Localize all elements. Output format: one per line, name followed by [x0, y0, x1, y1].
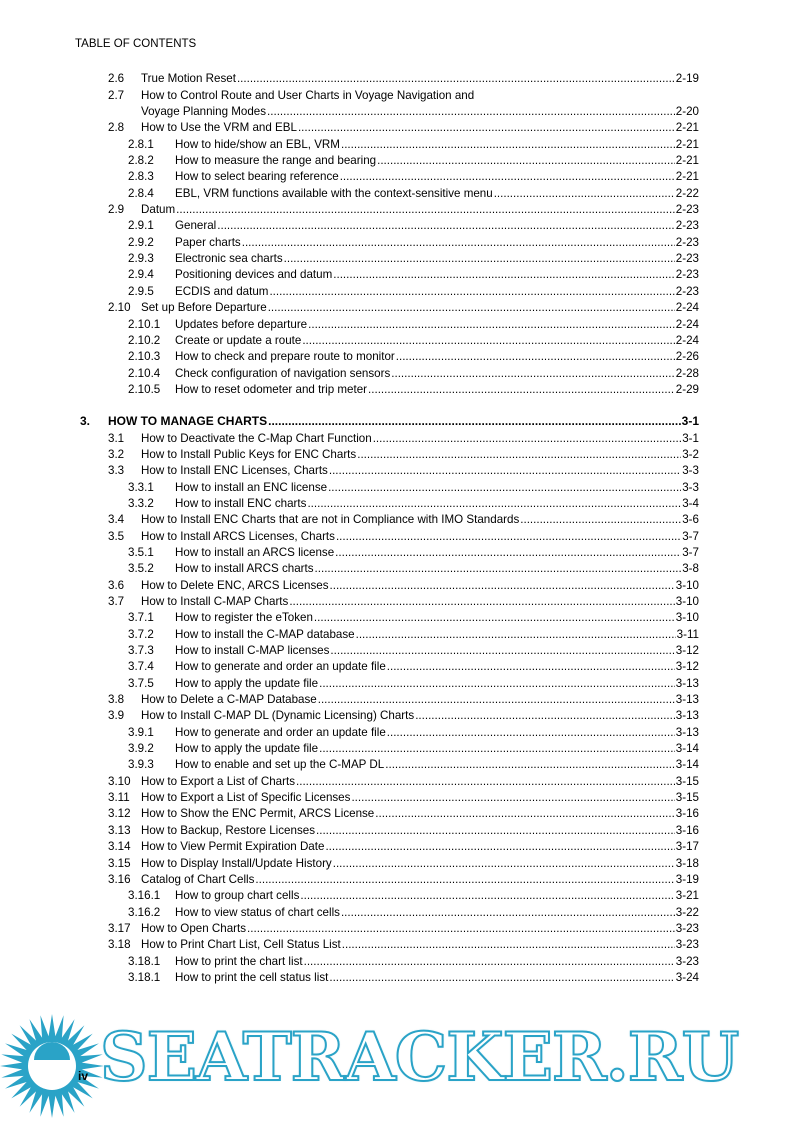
toc-leader-dots	[342, 938, 675, 951]
toc-leader-dots	[298, 121, 675, 134]
toc-entry-title: How to generate and order an update file	[175, 660, 386, 674]
toc-leader-dots	[520, 513, 681, 526]
toc-entry-page: 2-21	[675, 121, 699, 135]
toc-entry[interactable]	[80, 968, 699, 984]
toc-entry-number: 3.14	[108, 840, 131, 854]
toc-entry[interactable]	[80, 870, 699, 886]
toc-entry-number: 3.7.5	[128, 676, 154, 690]
toc-leader-dots	[255, 873, 674, 886]
toc-entry-number: 3.9	[108, 709, 125, 723]
toc-entry-title: How to generate and order an update file	[175, 725, 386, 739]
toc-leader-dots	[176, 203, 675, 216]
toc-entry-title: How to Use the VRM and EBL	[141, 121, 297, 135]
toc-entry[interactable]	[80, 249, 699, 265]
toc-entry-number: 2.10.5	[128, 382, 161, 396]
toc-leader-dots	[308, 318, 675, 331]
toc-entry-title: How to Export a List of Charts	[141, 774, 296, 788]
toc-leader-dots	[319, 742, 675, 755]
toc-entry-number: 2.8.4	[128, 186, 154, 200]
toc-entry-page: 3-14	[675, 758, 699, 772]
toc-entry-title: How to apply the update file	[175, 676, 319, 690]
toc-leader-dots	[341, 138, 675, 151]
toc-entry-number: 3.12	[108, 807, 131, 821]
toc-entry-page: 2-24	[675, 333, 699, 347]
toc-entry-number: 3.7.3	[128, 644, 154, 658]
toc-entry[interactable]	[80, 624, 699, 640]
toc-leader-dots	[315, 562, 682, 575]
toc-leader-dots	[340, 170, 675, 183]
toc-entry-page: 3-3	[682, 480, 699, 494]
toc-entry-title: How to Print Chart List, Cell Status List	[141, 938, 341, 952]
toc-entry[interactable]	[80, 134, 699, 150]
toc-entry-title: HOW TO MANAGE CHARTS	[108, 414, 268, 429]
toc-leader-dots	[385, 758, 675, 771]
toc-entry-title: How to install an ENC license	[175, 480, 328, 494]
toc-entry-number: 3.17	[108, 921, 131, 935]
toc-entry-page: 3-10	[675, 578, 699, 592]
toc-entry[interactable]	[80, 151, 699, 167]
toc-leader-dots	[357, 448, 681, 461]
toc-leader-dots	[494, 187, 675, 200]
toc-leader-dots	[304, 955, 675, 968]
toc-entry-title: How to enable and set up the C-MAP DL	[175, 758, 385, 772]
toc-entry-number: 3.16.2	[128, 905, 161, 919]
toc-entry-title: How to register the eToken	[175, 611, 313, 625]
toc-entry-page: 3-19	[675, 872, 699, 886]
toc-leader-dots	[396, 350, 675, 363]
toc-entry-title: How to install ENC charts	[175, 496, 307, 510]
toc-entry-title: How to Install C-MAP Charts	[141, 595, 289, 608]
toc-entry-title: How to group chart cells	[175, 889, 300, 903]
toc-entry-title: How to apply the update file	[175, 742, 319, 756]
toc-entry-page: 3-22	[675, 905, 699, 919]
toc-entry-page: 2-24	[675, 317, 699, 331]
toc-entry-number: 3.5.1	[128, 545, 154, 559]
toc-entry-number: 3.13	[108, 823, 131, 837]
toc-leader-dots	[268, 415, 681, 428]
toc-leader-dots	[375, 807, 675, 820]
toc-entry-title: Set up Before Departure	[141, 301, 267, 315]
toc-leader-dots	[330, 579, 675, 592]
toc-leader-dots	[391, 367, 675, 380]
toc-entry-title: How to Delete ENC, ARCS Licenses	[141, 578, 329, 592]
toc-entry-number: 2.9.5	[128, 284, 154, 298]
toc-leader-dots	[415, 709, 675, 722]
toc-entry-title: How to Install Public Keys for ENC Charts	[141, 447, 357, 461]
toc-leader-dots	[314, 611, 675, 624]
toc-entry[interactable]	[80, 739, 699, 755]
toc-entry[interactable]	[80, 641, 699, 657]
toc-entry-title: How to Install ENC Charts that are not in Compliance with IMO Standards	[141, 513, 520, 527]
toc-entry[interactable]	[80, 314, 699, 330]
toc-entry-page: 3-21	[675, 889, 699, 903]
toc-leader-dots	[247, 922, 675, 935]
toc-entry[interactable]	[80, 102, 699, 118]
toc-leader-dots	[296, 775, 675, 788]
toc-entry[interactable]	[80, 331, 699, 347]
toc-entry[interactable]	[80, 461, 699, 477]
toc-entry-number: 3.5	[108, 529, 125, 543]
toc-entry-title: Positioning devices and datum	[175, 268, 333, 282]
toc-entry-page: 3-12	[675, 660, 699, 674]
toc-leader-dots	[319, 677, 675, 690]
toc-entry-number: 2.8	[108, 121, 125, 135]
toc-entry-number: 3.5.2	[128, 562, 154, 576]
toc-entry-title: How to Backup, Restore Licenses	[141, 823, 315, 837]
toc-entry-page: 3-1	[681, 414, 699, 429]
toc-entry-page: 2-29	[675, 382, 699, 396]
page-number: iv	[78, 1069, 89, 1083]
toc-entry-title: How to reset odometer and trip meter	[175, 382, 368, 396]
toc-entry-number: 2.10.2	[128, 333, 161, 347]
toc-entry-page: 2-28	[675, 366, 699, 380]
toc-entry-title: How to check and prepare route to monitor	[175, 350, 395, 364]
toc-entry-title: True Motion Reset	[141, 72, 236, 86]
toc-entry[interactable]	[80, 510, 699, 526]
toc-entry-page: 3-23	[675, 954, 699, 968]
toc-entry-title: Paper charts	[175, 235, 241, 249]
toc-entry[interactable]	[80, 673, 699, 689]
toc-entry[interactable]	[80, 232, 699, 248]
toc-entry-page: 3-3	[682, 464, 699, 478]
toc-entry-number: 3.9.3	[128, 758, 154, 772]
toc-entry-number: 3.7.4	[128, 660, 154, 674]
toc-leader-dots	[318, 693, 675, 706]
toc-entry-page: 3-17	[675, 840, 699, 854]
toc-entry[interactable]	[80, 183, 699, 199]
toc-entry-number: 2.9	[108, 203, 125, 217]
toc-entry-page: 2-23	[675, 284, 699, 298]
toc-entry-title: How to View Permit Expiration Date	[141, 840, 325, 854]
toc-entry-page: 3-1	[682, 431, 699, 445]
toc-entry[interactable]	[80, 788, 699, 804]
toc-entry-title: How to measure the range and bearing	[175, 154, 377, 168]
section-gap	[80, 396, 699, 412]
toc-leader-dots	[377, 154, 675, 167]
toc-entry-page: 3-8	[682, 562, 699, 576]
toc-entry[interactable]	[80, 200, 699, 216]
toc-entry-title: Updates before departure	[175, 317, 308, 331]
toc-leader-dots	[328, 481, 681, 494]
toc-entry-number: 3.7.1	[128, 611, 154, 625]
toc-entry-page: 2-21	[675, 154, 699, 168]
toc-entry[interactable]	[80, 690, 699, 706]
toc-entry-page: 3-10	[675, 595, 699, 608]
toc-entry-number: 3.6	[108, 578, 125, 592]
toc-entry[interactable]	[80, 363, 699, 379]
toc-entry[interactable]	[80, 706, 699, 722]
toc-leader-dots	[269, 285, 674, 298]
toc-leader-dots	[387, 660, 675, 673]
toc-entry-page: 3-13	[675, 709, 699, 723]
toc-entry-title: How to Display Install/Update History	[141, 856, 332, 870]
toc-entry-page: 3-13	[675, 676, 699, 690]
toc-entry-number: 3.3	[108, 464, 125, 478]
toc-entry-page: 3-18	[675, 856, 699, 870]
toc-entry-page: 3-24	[675, 970, 699, 984]
toc-entry-number: 3.1	[108, 431, 125, 445]
toc-entry-title: Catalog of Chart Cells	[141, 872, 255, 886]
toc-entry-title: How to select bearing reference	[175, 170, 339, 184]
toc-entry[interactable]	[80, 886, 699, 902]
page-header: TABLE OF CONTENTS	[75, 38, 197, 50]
toc-entry[interactable]	[80, 755, 699, 771]
toc-entry-page: 3-2	[682, 447, 699, 461]
table-of-contents	[80, 69, 699, 984]
toc-leader-dots	[368, 383, 675, 396]
toc-entry[interactable]	[80, 575, 699, 591]
toc-entry-page: 3-15	[675, 774, 699, 788]
toc-entry[interactable]	[80, 820, 699, 836]
toc-entry-number: 3.3.2	[128, 496, 154, 510]
toc-entry-number: 2.9.1	[128, 219, 154, 233]
toc-entry-page: 2-23	[675, 203, 699, 217]
toc-entry-number: 3.9.2	[128, 742, 154, 756]
toc-entry-page: 3-13	[675, 725, 699, 739]
toc-entry[interactable]	[80, 412, 699, 428]
toc-entry[interactable]	[80, 919, 699, 935]
toc-entry[interactable]	[80, 281, 699, 297]
toc-entry-number: 3.18.1	[128, 970, 161, 984]
toc-entry[interactable]	[80, 543, 699, 559]
toc-entry-page: 2-20	[675, 105, 699, 119]
toc-entry-page: 3-23	[675, 921, 699, 935]
toc-entry-number: 3.	[80, 414, 91, 429]
toc-entry-page: 2-23	[675, 235, 699, 249]
toc-leader-dots	[336, 530, 681, 543]
toc-leader-dots	[217, 219, 675, 232]
toc-entry-number: 3.8	[108, 693, 125, 707]
toc-entry-page: 3-16	[675, 807, 699, 821]
toc-leader-dots	[356, 628, 676, 641]
toc-entry[interactable]	[80, 902, 699, 918]
toc-leader-dots	[268, 301, 675, 314]
toc-entry-page: 3-7	[682, 529, 699, 543]
toc-entry[interactable]	[80, 298, 699, 314]
toc-entry-number: 3.18	[108, 938, 131, 952]
toc-entry-page: 3-16	[675, 823, 699, 837]
toc-entry-page: 2-26	[675, 350, 699, 364]
toc-leader-dots	[289, 595, 674, 608]
toc-entry[interactable]	[80, 592, 699, 608]
toc-entry[interactable]	[80, 69, 699, 85]
toc-leader-dots	[387, 726, 675, 739]
toc-entry[interactable]	[80, 477, 699, 493]
toc-entry-number: 2.9.3	[128, 252, 154, 266]
toc-leader-dots	[307, 497, 681, 510]
toc-entry-number: 3.16.1	[128, 889, 161, 903]
toc-leader-dots	[341, 906, 675, 919]
toc-entry-number: 2.10	[108, 301, 131, 315]
toc-leader-dots	[373, 432, 682, 445]
toc-entry[interactable]	[80, 428, 699, 444]
toc-entry-title: EBL, VRM functions available with the context-sensitive menu	[175, 186, 493, 200]
toc-entry-page: 2-21	[675, 137, 699, 151]
toc-entry-page: 2-22	[675, 186, 699, 200]
toc-entry[interactable]	[80, 347, 699, 363]
toc-entry-number: 3.2	[108, 447, 125, 461]
toc-entry-title: How to Deactivate the C-Map Chart Function	[141, 431, 372, 445]
toc-leader-dots	[237, 72, 675, 85]
toc-entry[interactable]	[80, 608, 699, 624]
toc-entry-number: 2.9.2	[128, 235, 154, 249]
toc-entry[interactable]	[80, 445, 699, 461]
toc-entry[interactable]	[80, 265, 699, 281]
toc-entry-title: Voyage Planning Modes	[141, 105, 267, 119]
toc-entry-title: How to hide/show an EBL, VRM	[175, 137, 340, 151]
toc-entry-title: How to Delete a C-MAP Database	[141, 693, 317, 707]
toc-entry-number: 2.10.4	[128, 366, 161, 380]
toc-leader-dots	[302, 334, 674, 347]
toc-entry-page: 3-7	[682, 545, 699, 559]
toc-entry[interactable]	[80, 657, 699, 673]
toc-entry[interactable]	[80, 167, 699, 183]
toc-entry-page: 3-10	[675, 611, 699, 625]
toc-leader-dots	[351, 791, 674, 804]
toc-entry-number: 2.6	[108, 72, 125, 86]
toc-entry-page: 3-11	[676, 627, 699, 641]
toc-leader-dots	[335, 546, 681, 559]
toc-entry-number: 3.15	[108, 856, 131, 870]
toc-leader-dots	[284, 252, 675, 265]
toc-entry-title: How to Install C-MAP DL (Dynamic Licensing) Charts	[141, 709, 415, 723]
toc-entry[interactable]	[80, 559, 699, 575]
toc-entry-title: Datum	[141, 203, 176, 217]
toc-entry-title: How to install C-MAP licenses	[175, 644, 330, 658]
toc-entry[interactable]	[80, 85, 699, 101]
toc-entry-title: How to Control Route and User Charts in Voyage Navigation and	[141, 88, 475, 102]
toc-leader-dots	[325, 840, 674, 853]
toc-entry-title: How to print the cell status list	[175, 970, 329, 984]
toc-entry-page: 2-23	[675, 219, 699, 233]
toc-entry-number: 2.10.1	[128, 317, 161, 331]
toc-entry-number: 3.4	[108, 513, 125, 527]
toc-entry[interactable]	[80, 853, 699, 869]
toc-entry-number: 3.16	[108, 872, 131, 886]
toc-entry-number: 2.8.1	[128, 137, 154, 151]
toc-entry-page: 2-21	[675, 170, 699, 184]
toc-entry-title: How to install the C-MAP database	[175, 627, 355, 641]
toc-entry-number: 2.9.4	[128, 268, 154, 282]
toc-entry-title: How to view status of chart cells	[175, 905, 340, 919]
toc-entry[interactable]	[80, 494, 699, 510]
toc-entry-number: 2.7	[108, 88, 125, 102]
toc-entry-title: How to Install ENC Licenses, Charts	[141, 464, 328, 478]
toc-entry-page: 3-14	[675, 742, 699, 756]
toc-entry-number: 3.18.1	[128, 954, 161, 968]
toc-entry-page: 2-24	[675, 301, 699, 315]
toc-entry[interactable]	[80, 837, 699, 853]
toc-entry[interactable]	[80, 722, 699, 738]
toc-entry-title: General	[175, 219, 217, 233]
toc-entry[interactable]	[80, 804, 699, 820]
toc-entry[interactable]	[80, 935, 699, 951]
toc-entry-title: How to Show the ENC Permit, ARCS License	[141, 807, 375, 821]
toc-entry-title: Create or update a route	[175, 333, 302, 347]
toc-entry-page: 3-23	[675, 938, 699, 952]
toc-entry-title: How to Install ARCS Licenses, Charts	[141, 529, 335, 543]
toc-leader-dots	[329, 971, 674, 984]
toc-entry-number: 2.8.2	[128, 154, 154, 168]
toc-entry-page: 2-23	[675, 252, 699, 266]
toc-leader-dots	[267, 105, 675, 118]
toc-entry-page: 2-23	[675, 268, 699, 282]
toc-entry-title: How to install ARCS charts	[175, 562, 314, 576]
toc-entry-title: How to Open Charts	[141, 921, 247, 935]
toc-entry-number: 3.11	[108, 791, 130, 805]
toc-leader-dots	[300, 889, 674, 902]
toc-entry-number: 2.8.3	[128, 170, 154, 184]
toc-leader-dots	[242, 236, 675, 249]
watermark-text: SEATRACKER.RU	[100, 1018, 739, 1096]
toc-entry[interactable]	[80, 771, 699, 787]
toc-entry-title: How to Export a List of Specific Licenses	[141, 791, 351, 805]
toc-entry-title: How to print the chart list	[175, 954, 303, 968]
toc-entry-number: 3.7.2	[128, 627, 154, 641]
toc-entry-number: 3.10	[108, 774, 131, 788]
toc-leader-dots	[330, 644, 674, 657]
toc-entry-title: ECDIS and datum	[175, 284, 269, 298]
toc-entry-page: 3-13	[675, 693, 699, 707]
toc-entry-title: Check configuration of navigation sensors	[175, 366, 391, 380]
toc-entry[interactable]	[80, 380, 699, 396]
toc-entry[interactable]	[80, 118, 699, 134]
toc-leader-dots	[333, 857, 675, 870]
toc-entry-page: 3-6	[682, 513, 699, 527]
toc-entry-page: 3-12	[675, 644, 699, 658]
toc-entry-number: 3.7	[108, 595, 125, 608]
toc-entry-page: 3-15	[675, 791, 699, 805]
toc-leader-dots	[333, 268, 675, 281]
toc-entry-title: How to install an ARCS license	[175, 545, 335, 559]
toc-leader-dots	[316, 824, 675, 837]
toc-leader-dots	[329, 464, 681, 477]
toc-entry-page: 2-19	[675, 72, 699, 86]
toc-entry[interactable]	[80, 951, 699, 967]
toc-entry-number: 3.9.1	[128, 725, 154, 739]
toc-entry-number: 3.3.1	[128, 480, 154, 494]
toc-entry-number: 2.10.3	[128, 350, 161, 364]
toc-entry-title: Electronic sea charts	[175, 252, 283, 266]
toc-entry[interactable]	[80, 216, 699, 232]
toc-entry[interactable]	[80, 526, 699, 542]
toc-entry-page: 3-4	[682, 496, 699, 510]
